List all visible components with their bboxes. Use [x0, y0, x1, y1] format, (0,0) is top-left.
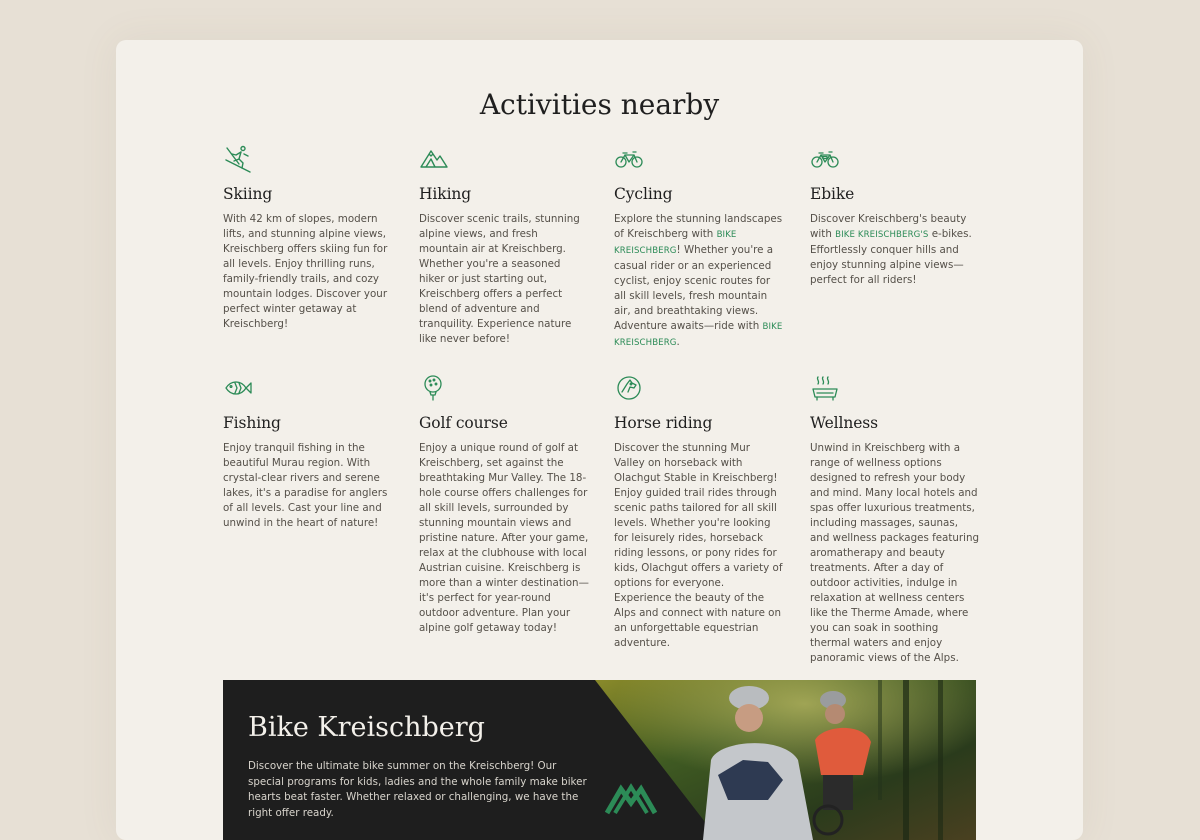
mountain-icon: [419, 144, 449, 174]
activity-skiing: [223, 144, 393, 332]
bicycle-icon: [614, 144, 644, 174]
golf-ball-icon: [419, 373, 449, 403]
page-title: Activities nearby: [479, 88, 720, 121]
hot-tub-icon: [810, 373, 840, 403]
activity-title: Fishing: [223, 414, 281, 432]
bike-kreischberg-link[interactable]: BIKE KREISCHBERG: [614, 230, 737, 256]
activity-title: Golf course: [419, 414, 508, 432]
activity-description: Discover Kreischberg's beauty with BIKE KREISCHBERG'S e-bikes. Effortlessly conquer hills and enjoy stunning alpine views—perfect for all riders!: [810, 213, 972, 286]
horse-icon: [614, 373, 644, 403]
banner-title: Bike Kreischberg: [248, 712, 485, 743]
activity-ebike: [810, 144, 980, 288]
activity-description: Discover scenic trails, stunning alpine views, and fresh mountain air at Kreischberg. Whether you're a seasoned hiker or just starting out, Kreischberg offers a perfect blend of adventure and tranquility. Experience nature like never before!: [419, 213, 580, 345]
activity-title: Skiing: [223, 185, 273, 203]
activity-description: Discover the stunning Mur Valley on horseback with Olachgut Stable in Kreischberg! Enjoy guided trail rides through scenic paths tailored for all skill levels. Whether you're looking for leisurely rides, horseback riding lessons, or pony rides for kids, Olachgut offers a variety of options for everyone. Experience the beauty of the Alps and connect with nature on an unforgettable equestrian adventure.: [614, 442, 783, 649]
activity-title: Horse riding: [614, 414, 713, 432]
activity-description: Enjoy tranquil fishing in the beautiful Murau region. With crystal-clear rivers and serene lakes, it's a paradise for anglers of all levels. Cast your line and unwind in the heart of nature!: [223, 442, 388, 529]
activity-wellness: [810, 373, 980, 666]
activity-title: Hiking: [419, 185, 472, 203]
bike-kreischberg-link[interactable]: BIKE KREISCHBERG'S: [835, 230, 929, 240]
activity-description: With 42 km of slopes, modern lifts, and stunning alpine views, Kreischberg offers skiing fun for all levels. Enjoy thrilling runs, family-friendly trails, and cozy mountain lodges. Discover your perfect winter getaway at Kreischberg!: [223, 213, 388, 330]
banner-description: Discover the ultimate bike summer on the Kreischberg! Our special programs for kids, ladies and the whole family make biker hearts beat faster. Whether relaxed or challenging, we have the right offer ready.: [248, 760, 587, 819]
bike-kreischberg-link[interactable]: BIKE KREISCHBERG: [614, 322, 783, 348]
activity-cycling: [614, 144, 784, 351]
activity-golf: [419, 373, 589, 636]
activity-fishing: [223, 373, 393, 531]
activity-title: Wellness: [810, 414, 879, 432]
activity-title: Ebike: [810, 185, 855, 203]
skier-icon: [223, 144, 253, 174]
fish-icon: [223, 373, 253, 403]
activity-description: Enjoy a unique round of golf at Kreischberg, set against the breathtaking Mur Valley. The 18-hole course offers challenges for all skill levels, surrounded by stunning mountain views and pristine nature. After your game, relax at the clubhouse with local Austrian cuisine. Kreischberg is more than a winter destination—it's perfect for year-round outdoor adventure. Plan your alpine golf getaway today!: [419, 442, 589, 634]
activity-horse-riding: [614, 373, 784, 651]
activity-description: Explore the stunning landscapes of Kreischberg with BIKE KREISCHBERG! Whether you're a casual rider or an experienced cyclist, enjoy scenic routes for all skill levels, fresh mountain air, and breathtaking views. Adventure awaits—ride with BIKE KREISCHBERG.: [614, 213, 783, 348]
bike-kreischberg-logo-icon: [605, 775, 657, 815]
bike-kreischberg-banner[interactable]: [223, 680, 976, 840]
activity-description: Unwind in Kreischberg with a range of wellness options designed to refresh your body and mind. Many local hotels and spas offer luxurious treatments, including massages, saunas, and wellness packages featuring aromatherapy and beauty treatments. After a day of outdoor activities, indulge in relaxation at wellness centers like the Therme Amade, where you can soak in soothing thermal waters and enjoy panoramic views of the Alps.: [810, 442, 980, 664]
activity-title: Cycling: [614, 185, 673, 203]
ebike-icon: [810, 144, 840, 174]
activity-hiking: [419, 144, 589, 347]
activities-card: [116, 40, 1083, 840]
